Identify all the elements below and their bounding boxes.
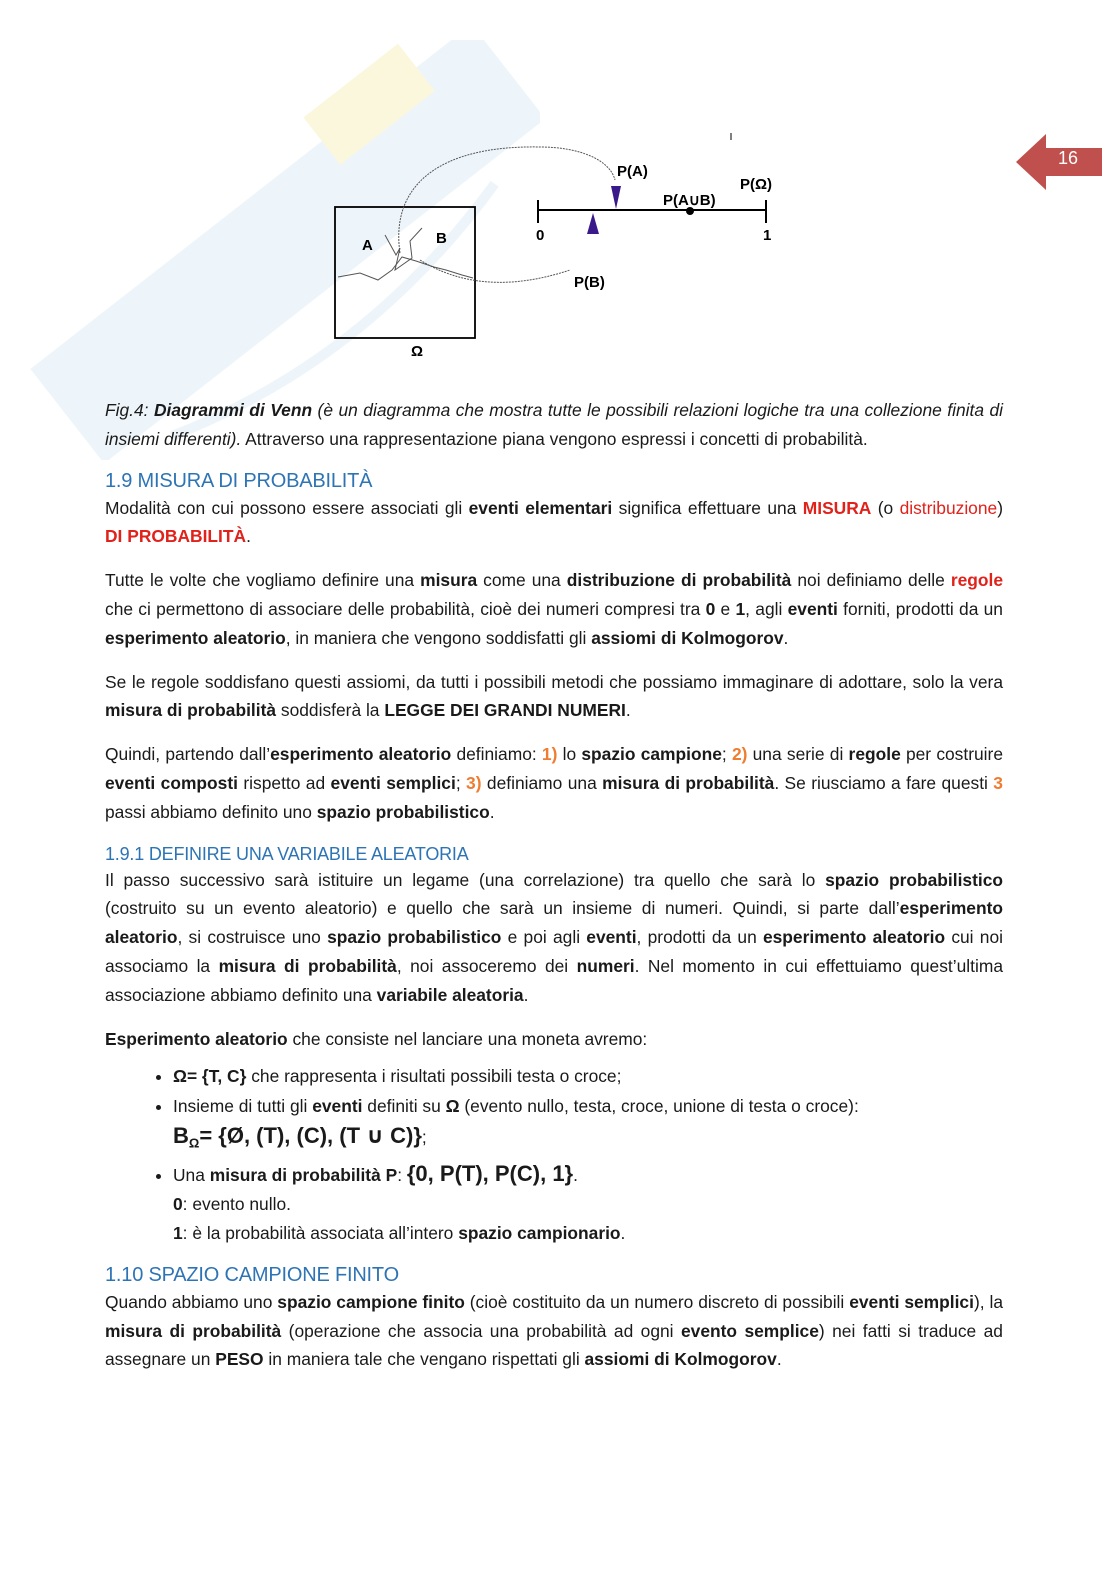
definition-zero: 0: evento nullo. — [173, 1193, 291, 1214]
label-paub: P(A∪B) — [663, 192, 716, 209]
arrow-path-a — [399, 147, 615, 253]
list-item: • Una misura di probabilità P: {0, P(T), P(C), 1}. — [173, 1159, 1003, 1190]
label-set-a: A — [362, 237, 373, 254]
arrow-path-b — [420, 260, 570, 282]
section-heading: 1.10 SPAZIO CAMPIONE FINITO — [105, 1263, 399, 1286]
caption-fig: Fig.4: — [105, 400, 154, 420]
list-item: • Insieme di tutti gli eventi definiti su Ω (evento nullo, testa, croce, unione di testa o croce): $B_\Omega=$ {Ø, (T), (C), (T ∪ C)}; — [173, 1091, 1003, 1158]
paragraph: Quando abbiamo uno spazio campione finito (cioè costituito da un numero discreto di possibili eventi semplici), la misura di probabilità (operazione che associa una probabilità ad ogni evento semplice) nei fatti si traduce ad assegnare un PESO in maniera tale che vengano rispettati gli assiomi di Kolmogorov. — [105, 1291, 1004, 1370]
paragraph: Tutte le volte che vogliamo definire una misura come una distribuzione di probabilità noi definiamo delle regole che ci permettono di associare delle probabilità, cioè dei numeri compresi tra 0 e 1, agli eventi forniti, prodotti da un esperimento aleatorio, in maniera che vengono soddisfatti gli assiomi di Kolmogorov. — [105, 570, 1004, 648]
paragraph: Il passo successivo sarà istituire un legame (una correlazione) tra quello che sarà lo spazio probabilistico (costruito su un evento aleatorio) e quello che sarà un insieme di numeri. Quindi, si parte dall’esperimento aleatorio, si costruisce uno spazio probabilistico e poi agli eventi, prodotti da un esperimento aleatorio cui noi associamo la misura di probabilità, noi assoceremo dei numeri. Nel momento in cui effettuiamo quest’ultima associazione abbiamo definito una variabile aleatoria. — [105, 869, 1003, 1005]
page-number: 16 — [1057, 148, 1079, 168]
paragraph: Se le regole soddisfano questi assiomi, da tutti i possibili metodi che possiamo immaginare di adottare, solo la vera misura di probabilità soddisferà la LEGGE DEI GRANDI NUMERI. — [105, 671, 1003, 721]
definition-one: 1: è la probabilità associata all’intero spazio campionario. — [173, 1222, 626, 1243]
label-pomega: P(Ω) — [740, 176, 773, 193]
caption-rest: Attraverso una rappresentazione piana vengono espressi i concetti di probabilità. — [241, 428, 868, 449]
paragraph: Quindi, partendo dall’esperimento aleatorio definiamo: 1) lo spazio campione; 2) una serie di regole per costruire eventi composti rispetto ad eventi semplici; 3) definiamo una misura di probabilità. Se riusciamo a fare questi 3 passi abbiamo definito uno spazio probabilistico. — [105, 744, 1004, 822]
paragraph: Modalità con cui possono essere associati gli eventi elementari significa effettuare una MISURA (o distribuzione) DI PROBABILITÀ. — [105, 497, 1003, 547]
caption-title: Diagrammi di Venn — [153, 400, 313, 420]
label-set-b: B — [436, 230, 447, 247]
figure-caption — [105, 396, 1003, 454]
set-boundary — [338, 257, 473, 280]
label-one: 1 — [763, 227, 772, 244]
page-content — [105, 396, 1003, 1389]
formula-events: $B_\Omega=$ {Ø, (T), (C), (T ∪ C)}; — [173, 1123, 427, 1151]
paragraph: Esperimento aleatorio che consiste nel lanciare una moneta avremo: — [105, 1028, 648, 1049]
label-omega: Ω — [411, 343, 424, 360]
list-item: • Ω= {T, C} che rappresenta i risultati possibili testa o croce; — [173, 1061, 1003, 1091]
page-number-marker — [1016, 134, 1102, 190]
arrow-down-icon — [611, 186, 621, 209]
caption-italic: (è un diagramma che mostra tutte le possibili relazioni logiche tra una collezione finita di insiemi differenti). — [105, 400, 1003, 449]
venn-diagram — [330, 125, 800, 365]
section-heading: 1.9 MISURA DI PROBABILITÀ — [105, 469, 373, 492]
label-pb: P(B) — [574, 274, 605, 291]
label-zero: 0 — [536, 227, 545, 244]
formula-measure: {0, P(T), P(C), 1} — [406, 1160, 574, 1186]
arrow-up-icon — [587, 213, 599, 234]
label-pa: P(A) — [617, 163, 648, 180]
subsection-heading: 1.9.1 DEFINIRE UNA VARIABILE ALEATORIA — [105, 843, 469, 864]
set-a-border — [385, 228, 422, 270]
bullet-list — [105, 1061, 1003, 1189]
